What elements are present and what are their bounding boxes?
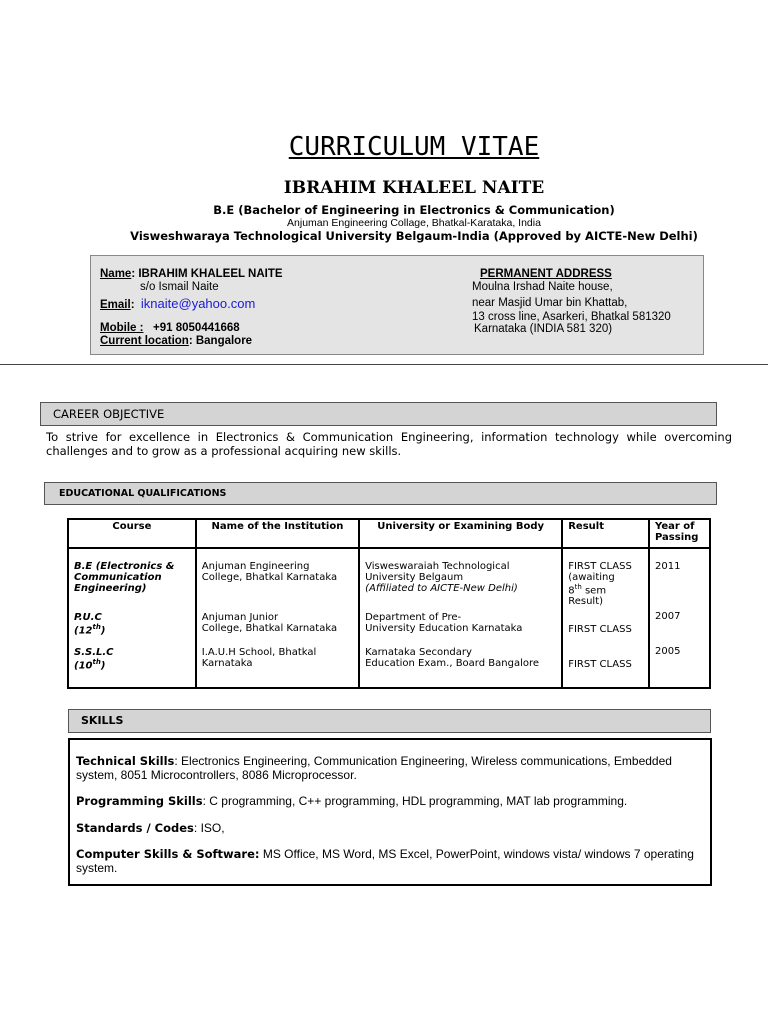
result-cell: FIRST CLASS xyxy=(562,607,649,642)
section-title: CAREER OBJECTIVE xyxy=(53,407,165,421)
email-link[interactable]: iknaite@yahoo.com xyxy=(140,296,256,311)
institution-text: Anjuman Engineering xyxy=(201,561,310,572)
location-label: Current location xyxy=(100,335,189,347)
year-cell: 2005 xyxy=(649,642,710,688)
name-value: IBRAHIM KHALEEL NAITE xyxy=(138,268,283,280)
skill-label: Technical Skills xyxy=(76,754,175,768)
course-text: Communication xyxy=(74,572,162,583)
institution-cell xyxy=(196,607,359,642)
address-line: near Masjid Umar bin Khattab, xyxy=(472,297,628,309)
mobile-row: Mobile : +91 8050441668 xyxy=(100,322,240,334)
document-title: CURRICULUM VITAE xyxy=(288,132,540,162)
divider xyxy=(0,364,768,365)
contact-box xyxy=(90,255,704,355)
column-header: Result xyxy=(562,519,649,548)
address-heading: PERMANENT ADDRESS xyxy=(480,268,612,280)
institution-text: Anjuman Junior xyxy=(201,612,279,624)
education-header xyxy=(44,482,717,505)
skill-item xyxy=(76,821,696,835)
name-row: Name: IBRAHIM KHALEEL NAITE xyxy=(100,268,283,280)
institution-text: College, Bhatkal Karnataka xyxy=(201,572,338,583)
university-text: Education Exam., Board Bangalore xyxy=(365,658,540,670)
course-text: (10th) xyxy=(74,658,106,672)
result-text: (awaiting xyxy=(568,572,615,583)
course-text: (12th) xyxy=(74,623,106,637)
father-name: s/o Ismail Naite xyxy=(140,281,219,293)
skill-item xyxy=(76,794,696,808)
institution-text: I.A.U.H School, Bhatkal xyxy=(201,647,317,659)
skill-text: : Electronics Engineering, Communication Engineering, Wireless communications, Embedded system, 8051 Microcontrollers, 8086 Microprocessor. xyxy=(76,754,672,782)
university-text: University Education Karnataka xyxy=(365,623,523,635)
university-line: Visweshwaraya Technological University Belgaum-India (Approved by AICTE-New Delhi) xyxy=(130,229,698,243)
university-cell xyxy=(359,642,562,688)
email-label: Email xyxy=(100,299,131,311)
course-text: B.E (Electronics & xyxy=(74,561,175,572)
institution-text: Karnataka xyxy=(201,658,253,670)
skill-label: Programming Skills xyxy=(76,794,203,808)
institution-cell xyxy=(196,548,359,607)
column-header: Year of Passing xyxy=(649,519,710,548)
name-label: Name xyxy=(100,268,132,280)
skill-label: Computer Skills & Software: xyxy=(76,847,260,861)
education-table xyxy=(67,518,711,689)
year-cell: 2007 xyxy=(649,607,710,642)
section-title: SKILLS xyxy=(81,714,124,727)
result-cell: FIRST CLASS xyxy=(562,642,649,688)
mobile-value: +91 8050441668 xyxy=(153,322,240,334)
skill-item xyxy=(76,847,696,875)
institution-cell xyxy=(196,642,359,688)
table-header-row xyxy=(68,519,710,548)
address-line: Karnataka (INDIA 581 320) xyxy=(474,323,613,335)
university-text: Karnataka Secondary xyxy=(365,647,472,659)
mobile-label: Mobile xyxy=(100,322,137,334)
university-cell xyxy=(359,607,562,642)
university-note: (Affiliated to AICTE-New Delhi) xyxy=(365,583,518,594)
university-cell xyxy=(359,548,562,607)
email-row: Email: iknaite@yahoo.com xyxy=(100,296,256,311)
career-objective-text: To strive for excellence in Electronics & Communication Engineering, information technology while overcoming challenges and to grow as a professional acquiring new skills. xyxy=(46,430,732,458)
course-text: P.U.C xyxy=(74,612,102,624)
course-cell xyxy=(68,642,196,688)
table-row xyxy=(68,607,710,642)
university-text: Visweswaraiah Technological xyxy=(365,561,510,572)
skills-header xyxy=(68,709,711,733)
table-row xyxy=(68,548,710,607)
address-line: 13 cross line, Asarkeri, Bhatkal 581320 xyxy=(472,311,671,323)
university-text: University Belgaum xyxy=(365,572,464,583)
table-row xyxy=(68,642,710,688)
result-text: FIRST CLASS xyxy=(568,561,632,572)
skill-text: MS Office, MS Word, MS Excel, PowerPoint, windows vista/ windows 7 operating system. xyxy=(76,847,694,875)
college-line: Anjuman Engineering Collage, Bhatkal-Karataka, India xyxy=(287,217,541,229)
skill-item xyxy=(76,754,696,782)
skill-label: Standards / Codes xyxy=(76,821,194,835)
course-text: Engineering) xyxy=(74,583,147,594)
location-value: Bangalore xyxy=(195,335,253,347)
result-text: 8th sem Result) xyxy=(568,583,607,608)
institution-text: College, Bhatkal Karnataka xyxy=(201,623,338,635)
skills-box xyxy=(68,738,712,886)
year-cell: 2011 xyxy=(649,548,710,607)
degree-line: B.E (Bachelor of Engineering in Electronics & Communication) xyxy=(213,203,615,217)
course-text: S.S.L.C xyxy=(74,647,114,659)
column-header: University or Examining Body xyxy=(359,519,562,548)
address-line: Moulna Irshad Naite house, xyxy=(472,281,613,293)
career-objective-header xyxy=(40,402,717,426)
university-text: Department of Pre- xyxy=(365,612,462,624)
location-row: Current location: Bangalore xyxy=(100,335,253,347)
skill-text: : C programming, C++ programming, HDL programming, MAT lab programming. xyxy=(202,794,628,808)
section-title: EDUCATIONAL QUALIFICATIONS xyxy=(59,488,227,499)
skill-text: : ISO, xyxy=(193,821,225,835)
course-cell xyxy=(68,548,196,607)
column-header: Course xyxy=(68,519,196,548)
candidate-name: IBRAHIM KHALEEL NAITE xyxy=(283,178,545,198)
course-cell xyxy=(68,607,196,642)
result-cell xyxy=(562,548,649,607)
column-header: Name of the Institution xyxy=(196,519,359,548)
